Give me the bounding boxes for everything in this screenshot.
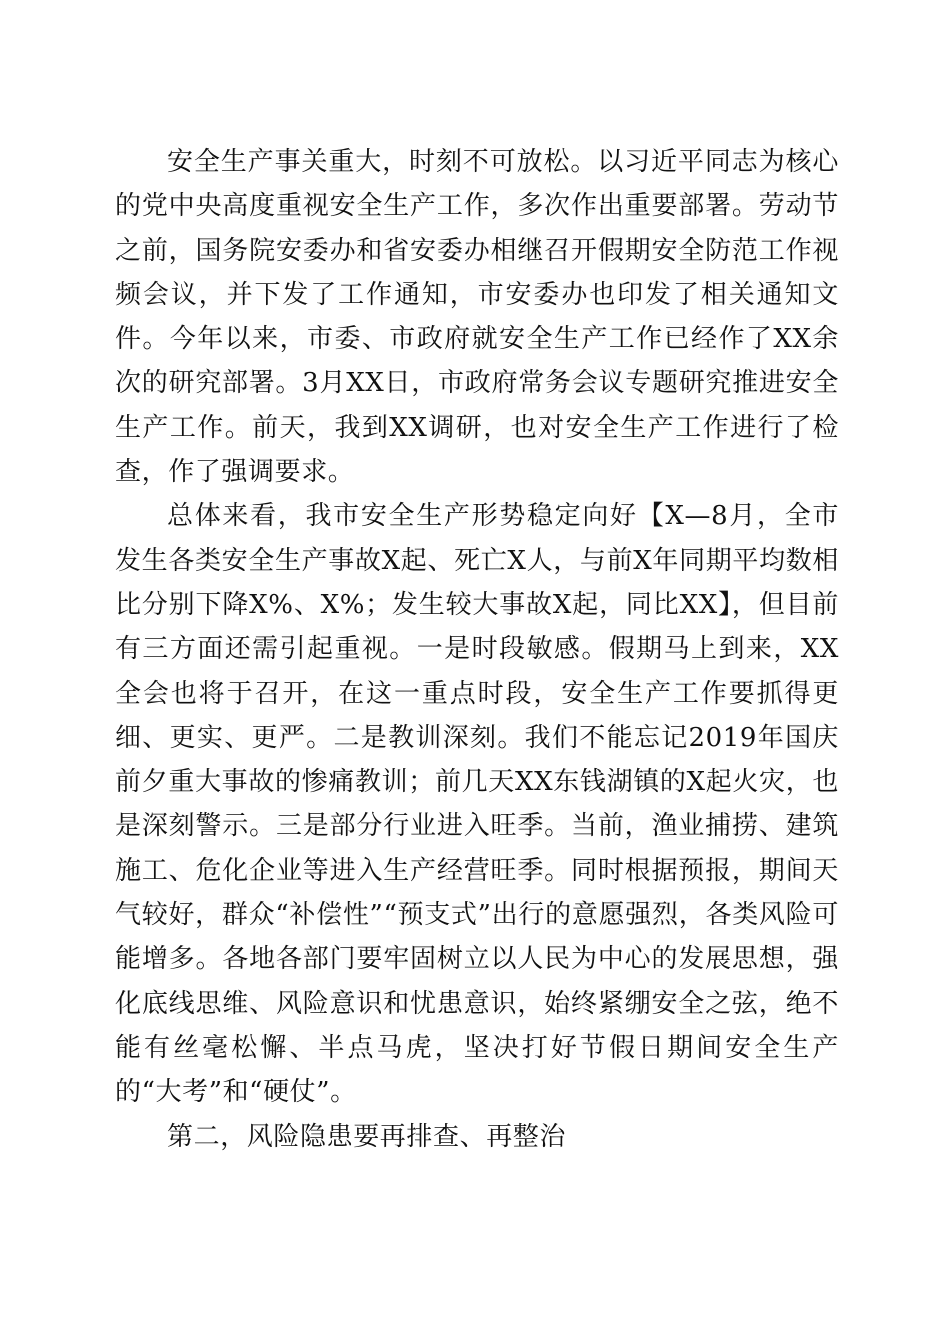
paragraph-safety-situation: 总体来看，我市安全生产形势稳定向好【X—8月，全市发生各类安全生产事故X起、死亡X人，与前X年同期平均数相比分别下降X%、X%；发生较大事故X起，同比XX】，但目前有三方面还需引起重视。一是时段敏感。假期马上到来，XX全会也将于召开，在这一重点时段，安全生产工作要抓得更细、更实、更严。二是教训深刻。我们不能忘记2019年国庆前夕重大事故的惨痛教训；前几天XX东钱湖镇的X起火灾，也是深刻警示。三是部分行业进入旺季。当前，渔业捕捞、建筑施工、危化企业等进入生产经营旺季。同时根据预报，期间天气较好，群众“补偿性”“预支式”出行的意愿强烈，各类风险可能增多。各地各部门要牢固树立以人民为中心的发展思想，强化底线思维、风险意识和忧患意识，始终紧绷安全之弦，绝不能有丝毫松懈、半点马虎，坚决打好节假日期间安全生产的“大考”和“硬仗”。 [115, 501, 839, 1108]
document-body [115, 140, 839, 1159]
section-heading: 第二，风险隐患要再排查、再整治 [167, 1121, 567, 1152]
paragraph-safety-importance: 安全生产事关重大，时刻不可放松。以习近平同志为核心的党中央高度重视安全生产工作，多次作出重要部署。劳动节之前，国务院安委办和省安委办相继召开假期安全防范工作视频会议，并下发了工作通知，市安委办也印发了相关通知文件。今年以来，市委、市政府就安全生产工作已经作了XX余次的研究部署。3月XX日，市政府常务会议专题研究推进安全生产工作。前天，我到XX调研，也对安全生产工作进行了检查，作了强调要求。 [115, 147, 839, 488]
